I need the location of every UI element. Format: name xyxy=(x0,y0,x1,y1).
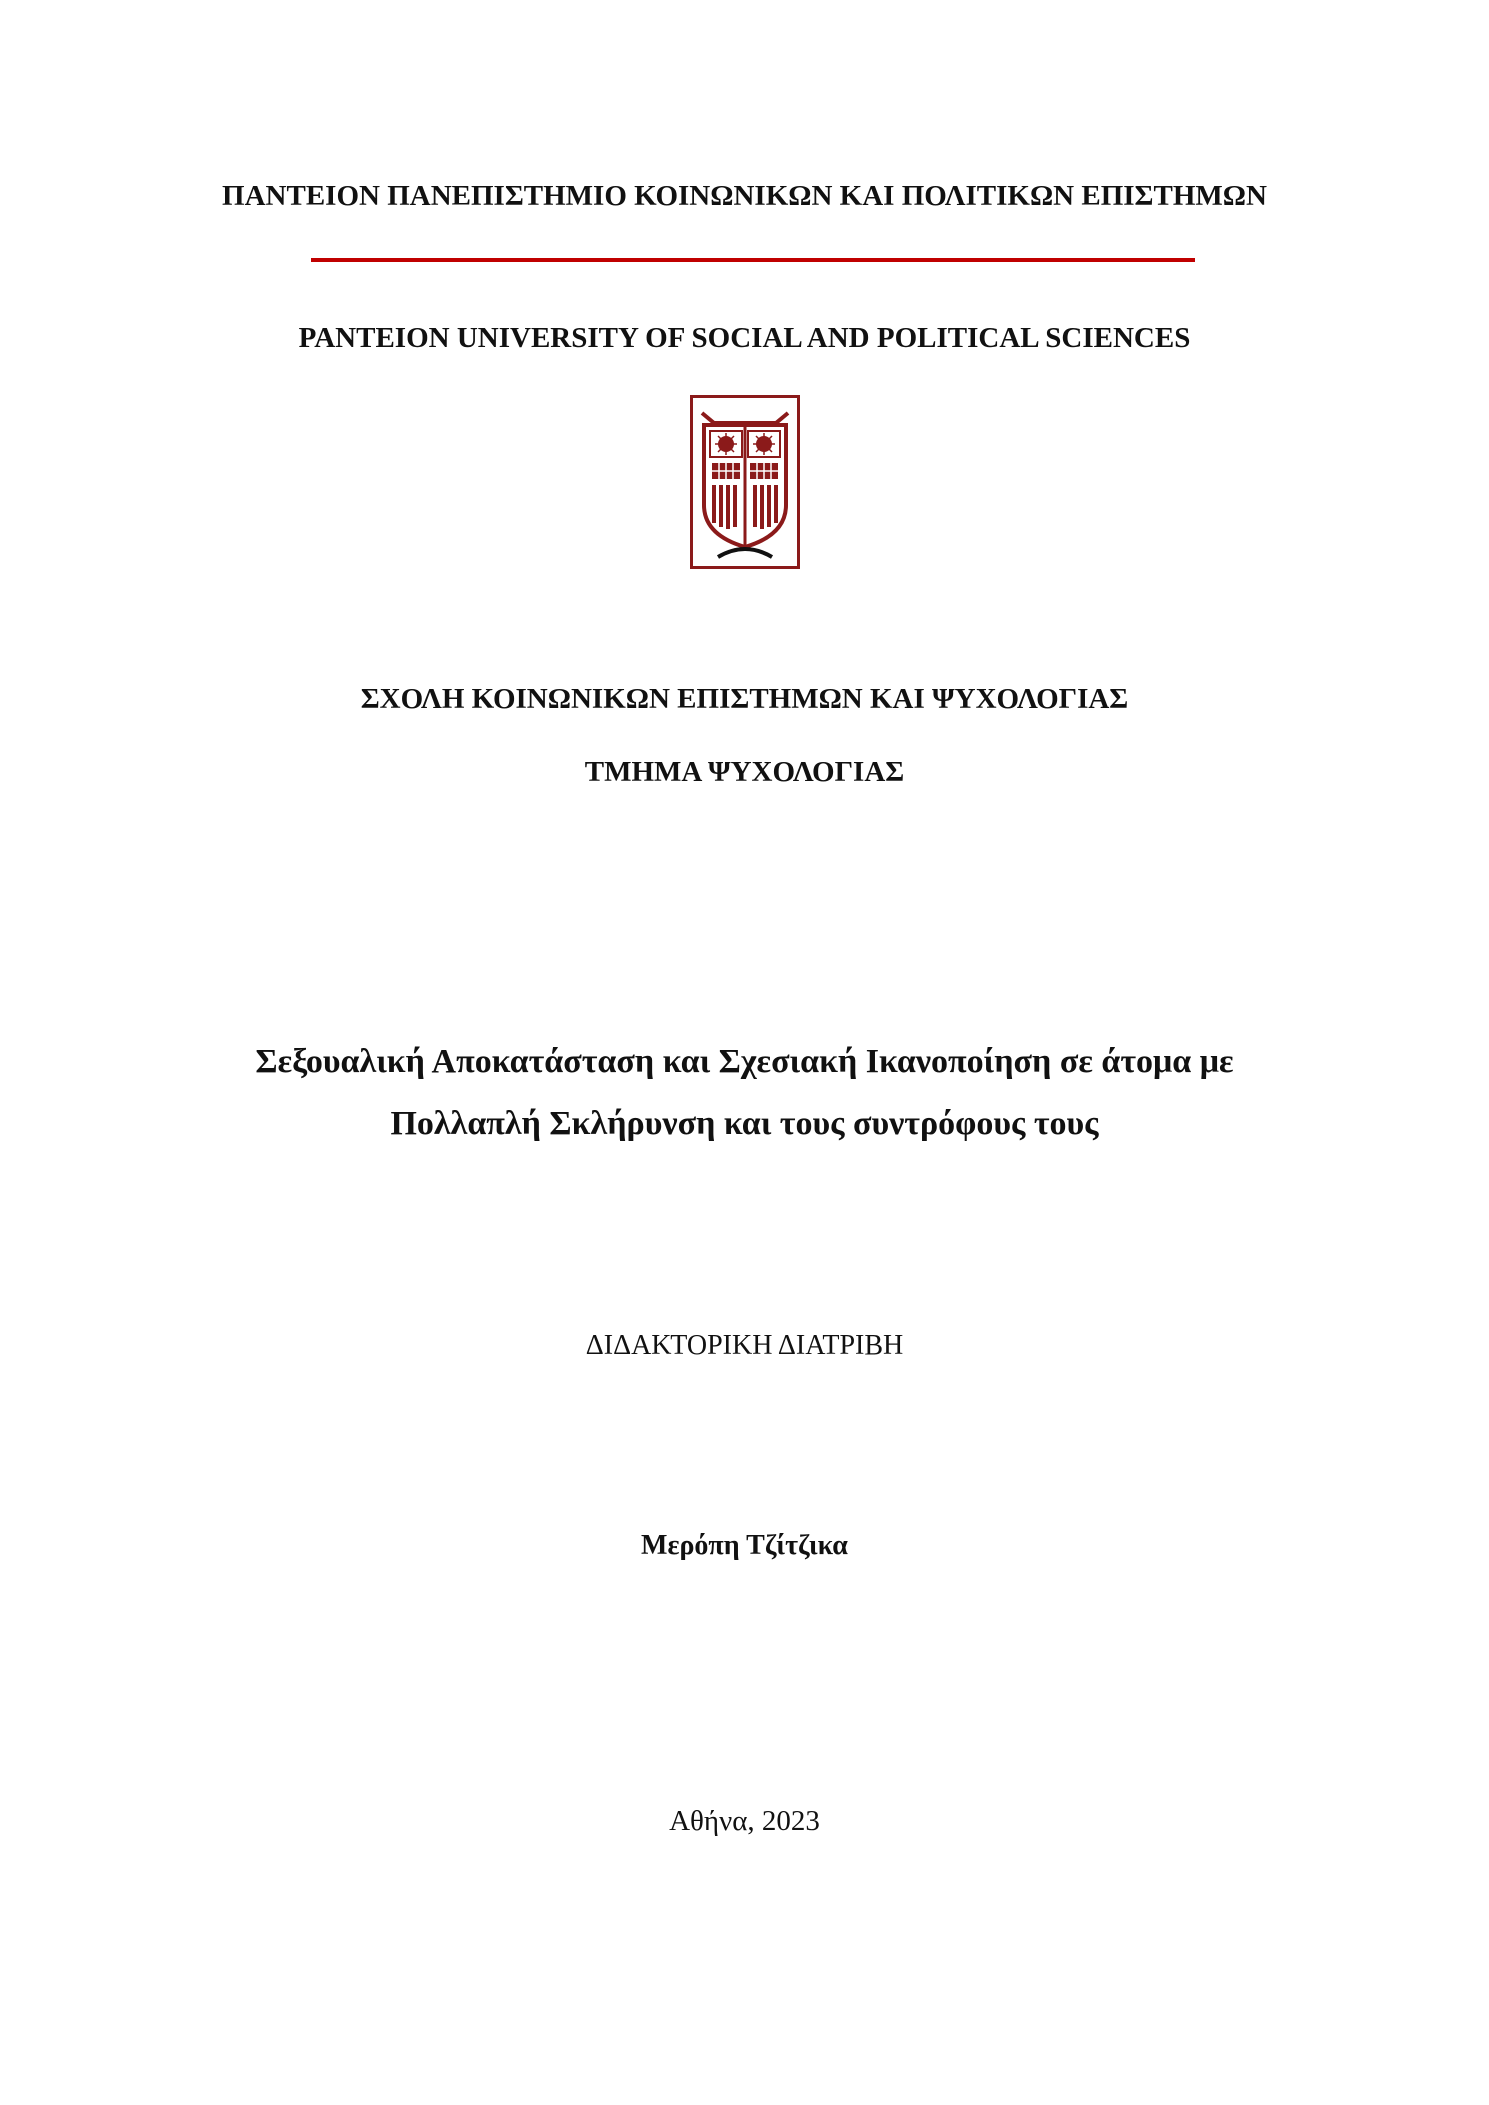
thesis-title-line-1: Σεξουαλική Αποκατάσταση και Σχεσιακή Ικανοποίηση σε άτομα με xyxy=(255,1043,1234,1080)
header-divider xyxy=(311,258,1195,262)
university-name-greek: ΠΑΝΤΕΙΟΝ ΠΑΝΕΠΙΣΤΗΜΙΟ ΚΟΙΝΩΝΙΚΩΝ ΚΑΙ ΠΟΛΙΤΙΚΩΝ ΕΠΙΣΤΗΜΩΝ xyxy=(222,180,1267,212)
university-crest-icon xyxy=(690,395,800,569)
school-name: ΣΧΟΛΗ ΚΟΙΝΩΝΙΚΩΝ ΕΠΙΣΤΗΜΩΝ ΚΑΙ ΨΥΧΟΛΟΓΙΑΣ xyxy=(360,683,1129,715)
thesis-title-line-2: Πολλαπλή Σκλήρυνση και τους συντρόφους τους xyxy=(390,1105,1099,1142)
department-name: ΤΜΗΜΑ ΨΥΧΟΛΟΓΙΑΣ xyxy=(584,756,905,788)
place-and-date: Αθήνα, 2023 xyxy=(669,1805,820,1837)
university-name-english: PANTEION UNIVERSITY OF SOCIAL AND POLITICAL SCIENCES xyxy=(298,322,1191,354)
document-type: ΔΙΔΑΚΤΟΡΙΚΗ ΔΙΑΤΡΙΒΗ xyxy=(585,1330,904,1361)
author-name: Μερόπη Τζίτζικα xyxy=(641,1530,848,1561)
